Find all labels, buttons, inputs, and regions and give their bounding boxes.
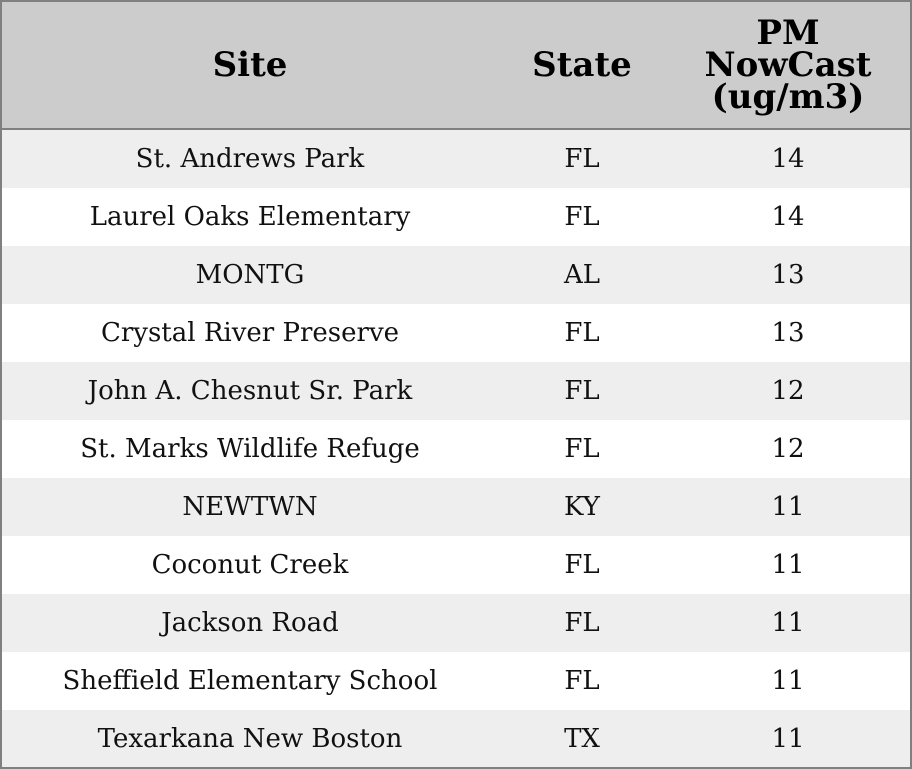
cell-state: FL <box>564 318 600 348</box>
cell-state: FL <box>564 666 600 696</box>
cell-state: AL <box>563 260 601 290</box>
header-site <box>2 2 498 128</box>
table-row <box>2 536 910 594</box>
cell-site: MONTG <box>195 260 305 290</box>
cell-site: Crystal River Preserve <box>100 318 400 348</box>
cell-state: FL <box>564 202 600 232</box>
cell-pm-value: 13 <box>771 260 805 290</box>
cell-state: TX <box>564 724 600 754</box>
table-row <box>2 304 910 362</box>
header-pm-nowcast <box>666 2 910 128</box>
cell-pm-value: 12 <box>771 376 805 406</box>
table-row <box>2 652 910 710</box>
cell-state: FL <box>564 376 600 406</box>
table-body <box>2 130 910 768</box>
cell-site: Texarkana New Boston <box>97 724 403 754</box>
header-state-label: State <box>532 45 632 85</box>
cell-pm-value: 11 <box>771 666 805 696</box>
cell-site: Jackson Road <box>161 608 339 638</box>
cell-state: FL <box>564 550 600 580</box>
cell-pm-value: 11 <box>771 724 805 754</box>
header-site-label: Site <box>212 45 288 85</box>
header-pm-line2: NowCast <box>704 45 872 85</box>
cell-site: Coconut Creek <box>151 550 349 580</box>
table-row <box>2 594 910 652</box>
table-row <box>2 420 910 478</box>
header-pm-line3: (ug/m3) <box>711 77 865 117</box>
cell-site: Laurel Oaks Elementary <box>89 202 411 232</box>
cell-pm-value: 11 <box>771 492 805 522</box>
table-row <box>2 130 910 188</box>
table-row <box>2 246 910 304</box>
cell-site: St. Andrews Park <box>135 144 365 174</box>
cell-pm-value: 12 <box>771 434 805 464</box>
cell-pm-value: 11 <box>771 550 805 580</box>
cell-state: KY <box>564 492 600 522</box>
cell-site: NEWTWN <box>182 492 318 522</box>
cell-state: FL <box>564 144 600 174</box>
cell-pm-value: 14 <box>771 202 805 232</box>
table-row <box>2 362 910 420</box>
header-pm-line1: PM <box>756 13 820 53</box>
cell-pm-value: 13 <box>771 318 805 348</box>
cell-state: FL <box>564 608 600 638</box>
table-row <box>2 710 910 768</box>
cell-site: Sheffield Elementary School <box>62 666 438 696</box>
table-row <box>2 188 910 246</box>
table-row <box>2 478 910 536</box>
cell-site: John A. Chesnut Sr. Park <box>87 376 413 406</box>
cell-site: St. Marks Wildlife Refuge <box>80 434 420 464</box>
table-header-row <box>2 2 910 130</box>
header-state <box>498 2 666 128</box>
cell-state: FL <box>564 434 600 464</box>
cell-pm-value: 11 <box>771 608 805 638</box>
cell-pm-value: 14 <box>771 144 805 174</box>
